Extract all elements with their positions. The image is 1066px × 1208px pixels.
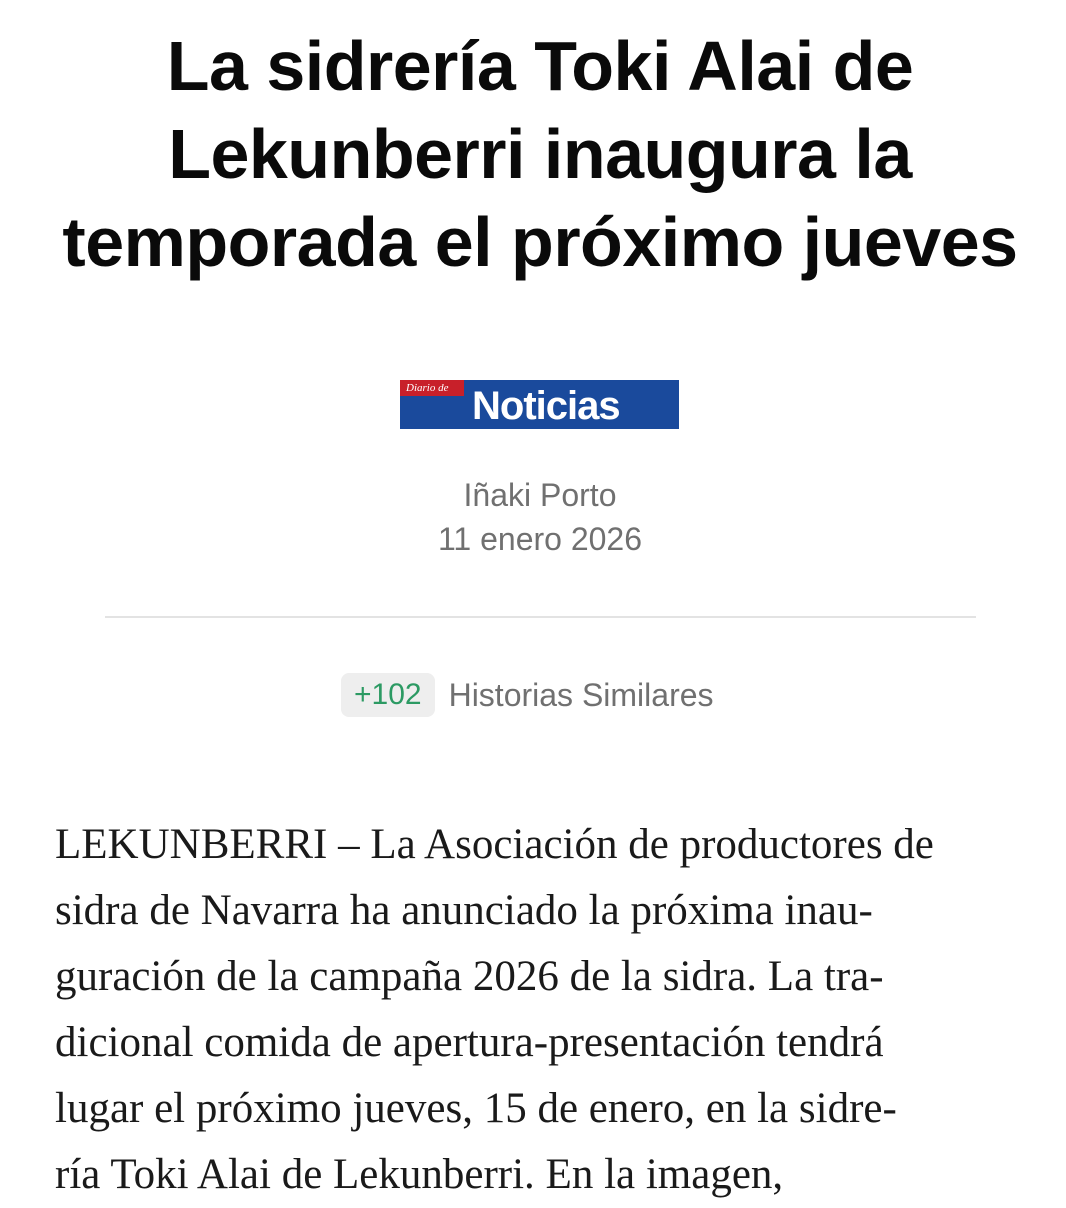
article-body xyxy=(55,812,1030,1208)
similar-stories-label: Historias Similares xyxy=(448,677,714,713)
publish-date: 11 enero 2026 xyxy=(437,521,643,557)
body-line: sidra de Navarra ha anunciado la próxima inau- xyxy=(55,887,873,934)
article-headline: La sidrería Toki Alai de Lekunberri inaugura la temporada el próximo jueves xyxy=(62,27,1018,281)
publisher-logo-tag: Diario de xyxy=(400,380,464,396)
body-line: lugar el próximo jueves, 15 de enero, en la sidre- xyxy=(55,1085,897,1132)
publisher-logo[interactable] xyxy=(400,380,679,429)
similar-stories-count-badge: +102 xyxy=(341,673,435,717)
publisher-logo-word: Noticias xyxy=(472,384,620,428)
body-line: LEKUNBERRI – La Asociación de productores de xyxy=(55,821,934,868)
body-line: dicional comida de apertura-presentación tendrá xyxy=(55,1019,884,1066)
body-line: ría Toki Alai de Lekunberri. En la imagen, xyxy=(55,1151,784,1198)
similar-stories-link[interactable] xyxy=(341,672,714,718)
body-line: guración de la campaña 2026 de la sidra. La tra- xyxy=(55,953,884,1000)
divider xyxy=(105,616,976,618)
author-name[interactable]: Iñaki Porto xyxy=(463,477,617,513)
